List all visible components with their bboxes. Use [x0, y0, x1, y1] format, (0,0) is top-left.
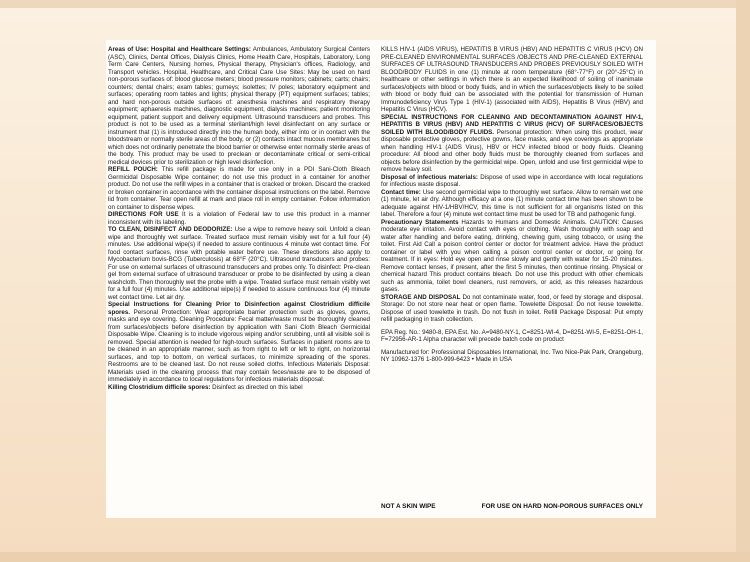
epa-registration: EPA Reg. No.: 9480-8, EPA Est. No. A=9480-NY-1, C=8251-WI-4, D=8251-WI-5, E=8251-OH-1, F=72956-AR-1 Alpha character will precede batch code on product — [381, 328, 643, 343]
refill-pouch-section: REFILL POUCH: This refill package is made for use only in a PDI Sani-Cloth Bleach Germicidal Disposable Wipe container; do not use this product in a container for another product. Do not use the refill wipes in a container that is cracked or broken. Discard the cracked or broken container in accordance with the container disposal instructions on the label. Remove lid from container. Tear open refill at mark and place roll in empty container. Follow information on container to dispense wipes. — [108, 166, 370, 211]
clean-disinfect-section: TO CLEAN, DISINFECT AND DEODORIZE: Use a wipe to remove heavy soil. Unfold a clean wipe and thoroughly wet surface. Treated surface must remain visibly wet for a full four (4) minutes. Use additional wipe(s) if needed to assure continuous 4 minute wet contact time. For food contact surfaces, rinse with potable water before use. These directions also apply to Mycobacterium bovis-BCG (Tuberculosis) at 68°F (20°C). Ultrasound transducers and probes: For use on external surfaces of ultrasound transducers and probes only. To disinfect: Pre-clean gel from external surface of ultrasound transducer or probe to be disinfected by using a clean washcloth. Then thoroughly wet the probe with a wipe. Treated surface must remain visibly wet for a full four (4) minutes. Use additional wipe(s) if needed to assure continuous four (4) minute wet contact time. Let air dry. — [108, 226, 370, 301]
storage-disposal-section: STORAGE AND DISPOSAL Do not contaminate water, food, or feed by storage and disposal. Storage: Do not store near heat or open flame. Towelette Disposal: Do not reuse towelette. Dispose of used towelette in trash. Do not flush in toilet. Refill Package Disposal: Put empty refill packaging in trash collection. — [381, 293, 643, 323]
left-text-column — [108, 46, 370, 391]
manufacturer-info: Manufactured for: Professional Disposables International, Inc. Two Nice-Pak Park, Orangeburg, NY 10962-1376 1-800-999-6423 • Made in USA — [381, 348, 643, 363]
hard-surfaces-notice: FOR USE ON HARD NON-POROUS SURFACES ONLY — [481, 503, 643, 510]
not-a-skin-wipe-notice: NOT A SKIN WIPE — [381, 503, 436, 510]
hiv-claim-section: KILLS HIV-1 (AIDS VIRUS), HEPATITIS B VIRUS (HBV) AND HEPATITIS C VIRUS (HCV) ON PRE-CLEANED ENVIRONMENTAL SURFACES /OBJECTS AND PRE-CLEANED EXTERNAL SURFACES OF ULTRASOUND TRANSDUCERS AND PROBES PREVIOUSLY SOILED WITH BLOOD/BODY FLUIDS in one (1) minute at room temperature (68°-77°F) or (20°-25°C) in healthcare or other settings in which there is an expected likelihood of soiling of inanimate surfaces/objects with blood or body fluids, and in which the surfaces/objects likely to be soiled with blood or body fluid can be associated with the potential for transmission of Human Immunodeficiency Virus Type 1 (HIV-1) (associated with AIDS), Hepatitis B Virus (HBV) and Hepatitis C Virus (HCV). — [381, 46, 643, 113]
label-footer — [381, 503, 643, 510]
c-difficile-cleaning-section: Special Instructions for Cleaning Prior to Disinfection against Clostridium difficile spores. Personal Protection: Wear appropriate barrier protection such as gloves, gowns, masks and eye covering. Cleaning Procedure: Fecal matter/waste must be thoroughly cleaned from surfaces/objects before disinfection by application with Sani Cloth Bleach Germicidal Disposable Wipe. Cleaning is to include vigorous wiping and/or scrubbing, until all visible soil is removed. Special attention is needed for high-touch surfaces. Surfaces in patient rooms are to be cleaned in an appropriate manner, such as from right to left or left to right, on horizontal surfaces, and top to bottom, on vertical surfaces, to minimize spreading of the spores. Restrooms are to be cleaned last. Do not reuse soiled cloths. Infectious Materials Disposal: Materials used in the cleaning process that may contain feces/waste are to be disposed of immediately in accordance to local regulations for infectious materials disposal. — [108, 301, 370, 383]
special-instructions-section: SPECIAL INSTRUCTIONS FOR CLEANING AND DECONTAMINATION AGAINST HIV-1, HEPATITIS B VIRUS (HBV) AND HEPATITIS C VIRUS (HCV) OF SURFACES/OBJECTS SOILED WITH BLOOD/BODY FLUIDS. Personal protection: When using this product, wear disposable protective gloves, protective gowns, face masks, and eye coverings as appropriate when handling HIV-1 (AIDS Virus), HBV or HCV infected blood or body fluids. Cleaning procedure: All blood and other body fluids must be thoroughly cleaned from surfaces and objects before disinfection by the germicidal wipe. Open, unfold and use first germicidal wipe to remove heavy soil. — [381, 113, 643, 173]
c-difficile-killing-section: Killing Clostridium difficile spores: Disinfect as directed on this label — [108, 383, 303, 391]
right-text-column — [381, 46, 643, 364]
areas-of-use-section: Areas of Use: Hospital and Healthcare Settings: Ambulances, Ambulatory Surgical Centers (ASC), Clinics, Dental Offices, Dialysis Clinics, Home Health Care, Hospitals, Laboratory, Long Term Care Centers, Nursing homes, Physical therapy, Physician's offices, Radiology, and Transport vehicles. Hospital, Healthcare, and Critical Care Use Sites: May be used on hard non-porous surfaces of: blood glucose meters; blood pressure monitors; cabinets; carts; chairs; counters; dental chairs; exam tables; gurneys; isolettes; IV poles; laboratory equipment and surfaces; operating room tables and lights; physical therapy (PT) equipment surfaces; tables; and hard non-porous outside surfaces of: anesthesia machines and respiratory therapy equipment; aphaeresis machines, diagnostic equipment, dialysis machines; patient monitoring equipment, patient support and delivery equipment. Ultrasound transducers and probes. This product is not to be used as a terminal sterilant/high level disinfectant on any surface or instrument that (1) is introduced directly into the human body, either into or in contact with the bloodstream or normally sterile areas of the body, or (2) contacts intact mucous membranes but which does not ordinarily penetrate the blood barrier or otherwise enter normally sterile areas of the body. This product may be used to preclean or decontaminate critical or semi-critical medical devices prior to sterilization or high level disinfection. — [108, 46, 370, 166]
disposal-infectious-section: Disposal of infectious materials: Dispose of used wipe in accordance with local regulations for infectious waste disposal. — [381, 173, 643, 188]
package-top-edge — [0, 0, 750, 8]
package-right-edge — [736, 0, 750, 562]
directions-section: DIRECTIONS FOR USE It is a violation of Federal law to use this product in a manner inconsistent with its labeling. — [108, 211, 370, 226]
precautionary-section: Precautionary Statements Hazards to Humans and Domestic Animals. CAUTION: Causes moderate eye irritation. Avoid contact with eyes or clothing. Wash thoroughly with soap and water after handling and before eating, drinking, chewing gum, using tobacco, or using the toilet. First Aid Call a poison control center or doctor for treatment advice. Have the product container or label with you when calling a poison control center or doctor, or going for treatment. If in eyes: Hold eye open and rinse slowly and gently with water for 15-20 minutes. Remove contact lenses, if present, after the first 5 minutes, then continue rinsing. Physical or chemical hazard This product contains bleach. Do not use this product with other chemicals such as ammonia, toilet bowl cleaners, rust removers, or acid, as this releases hazardous gases. — [381, 218, 644, 293]
contact-time-section: Contact time: Use second germicidal wipe to thoroughly wet surface. Allow to remain wet one (1) minute, let air dry. Although efficacy at a one (1) minute contact time has been shown to be adequate against HIV-1/HBV/HCV, this time is not sufficient for all organisms listed on this label. Therefore a four (4) minute wet contact time must be used for TB and pathogenic fungi. — [381, 188, 643, 218]
package-bottom-edge — [0, 552, 750, 562]
